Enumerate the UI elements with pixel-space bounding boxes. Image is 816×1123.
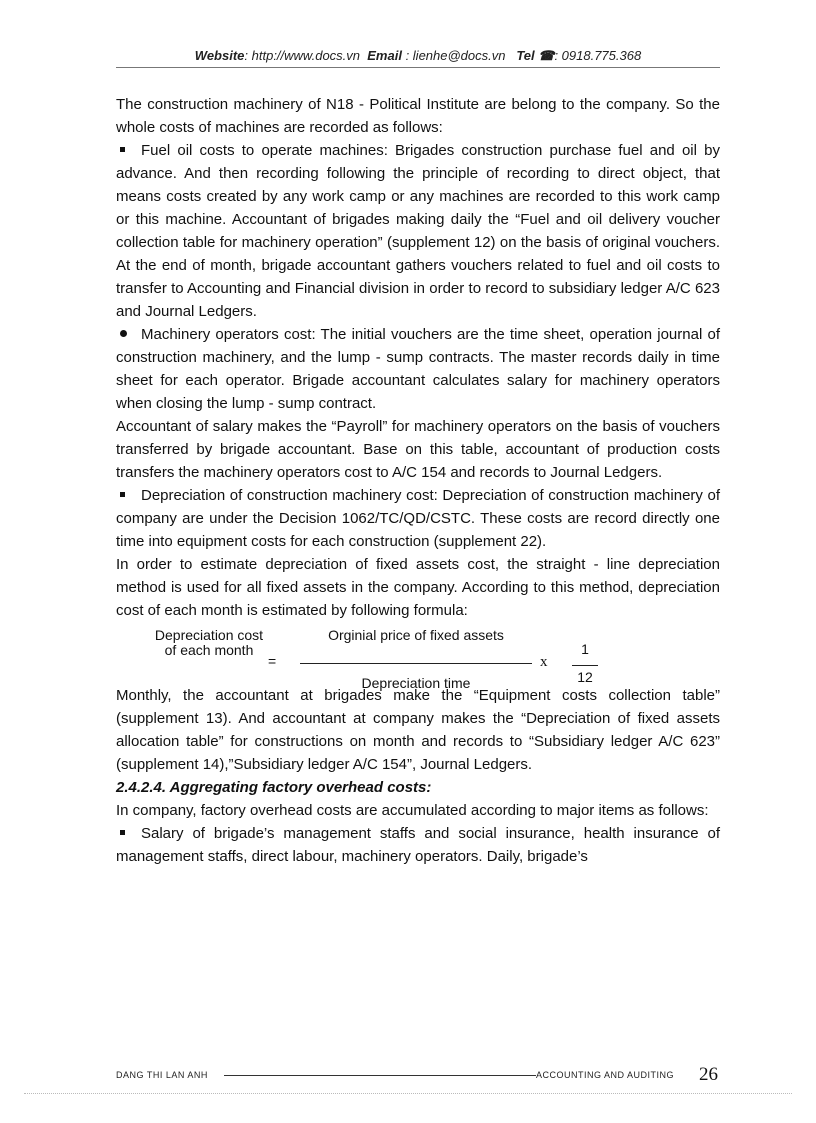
website-value: : http://www.docs.vn: [244, 48, 361, 63]
formula-denominator: Depreciation time: [361, 675, 471, 691]
bullet-fuel-oil: [116, 139, 720, 323]
formula-label: Depreciation cost of each month: [154, 627, 264, 658]
bullet-depreciation: [116, 484, 720, 553]
formula-times: x: [540, 654, 548, 670]
paragraph-payroll: Accountant of salary makes the “Payroll” for machinery operators on the basis of vouchers transferred by brigade accountant. Base on this table, accountant of production costs transfers the machinery operators cost to A/C 154 and records to Journal Ledgers.: [116, 418, 720, 481]
formula-twelve: 12: [577, 669, 593, 685]
page-header: [116, 48, 720, 64]
tel-label: Tel ☎: [516, 48, 555, 63]
bullet-depreciation-text: Depreciation of construction machinery cost: Depreciation of construction machinery of company are under the Decision 1062/TC/QD/CSTC. These costs are record directly one time into equipment costs for each construction (supplement 22).: [116, 487, 720, 550]
page-number: 26: [699, 1064, 718, 1085]
footer-rule: [224, 1075, 536, 1076]
paragraph-method: In order to estimate depreciation of fixed assets cost, the straight - line depreciation method is used for all fixed assets in the company. According to this method, depreciation cost of each month is estimated by following formula:: [116, 556, 720, 619]
email-label: Email: [367, 48, 402, 63]
website-label: Website: [194, 48, 245, 63]
bullet-operators: [116, 323, 720, 415]
paragraph-overhead: In company, factory overhead costs are accumulated according to major items as follows:: [116, 802, 709, 819]
formula-equals: =: [268, 653, 277, 669]
header-rule: [116, 67, 720, 68]
bullet-salary: [116, 822, 720, 868]
document-body: [116, 93, 720, 868]
formula-fraction-bar: [300, 663, 532, 664]
footer-department: ACCOUNTING AND AUDITING: [536, 1070, 675, 1080]
paragraph-monthly: Monthly, the accountant at brigades make the “Equipment costs collection table” (supplement 13). And accountant at company makes the “Depreciation of fixed assets allocation table” for constructions on month and records to “Subsidiary ledger A/C 623” (supplement 14),”Subsidiary ledger A/C 154”, Journal Ledgers.: [116, 687, 720, 773]
page-footer: [116, 1064, 720, 1088]
page-bottom-rule: [24, 1093, 792, 1094]
square-bullet-icon: [120, 830, 125, 835]
formula-fraction-bar-2: [572, 665, 598, 666]
bullet-fuel-oil-text: Fuel oil costs to operate machines: Brigades construction purchase fuel and oil by advance. And then recording following the principle of recording to direct object, that means costs created by any work camp or any machines are recorded to this work camp or this machine. Accountant of brigades making daily the “Fuel and oil delivery voucher collection table for machinery operation” (supplement 12) on the basis of original vouchers. At the end of month, brigade accountant gathers vouchers related to fuel and oil costs to transfer to Accounting and Financial division in order to record to subsidiary ledger A/C 623 and Journal Ledgers.: [116, 142, 720, 320]
paragraph-intro: The construction machinery of N18 - Political Institute are belong to the company. So the whole costs of machines are recorded as follows:: [116, 96, 720, 136]
section-heading: 2.4.2.4. Aggregating factory overhead costs:: [116, 779, 432, 796]
formula-one: 1: [581, 641, 589, 657]
footer-author: DANG THI LAN ANH: [116, 1070, 208, 1080]
bullet-salary-text: Salary of brigade’s management staffs and social insurance, health insurance of management staffs, direct labour, machinery operators. Daily, brigade’s: [116, 825, 720, 865]
bullet-operators-text: Machinery operators cost: The initial vouchers are the time sheet, operation journal of construction machinery, and the lump - sump contracts. The master records daily in time sheet for each operator. Brigade accountant calculates salary for machinery operators when closing the lump - sump contract.: [116, 326, 720, 412]
formula-numerator: Orginial price of fixed assets: [328, 627, 504, 643]
square-bullet-icon: [120, 147, 125, 152]
depreciation-formula: [116, 622, 720, 691]
email-value: : lienhe@docs.vn: [405, 48, 506, 63]
square-bullet-icon: [120, 492, 125, 497]
round-bullet-icon: [120, 330, 127, 337]
tel-value: : 0918.775.368: [554, 48, 642, 63]
